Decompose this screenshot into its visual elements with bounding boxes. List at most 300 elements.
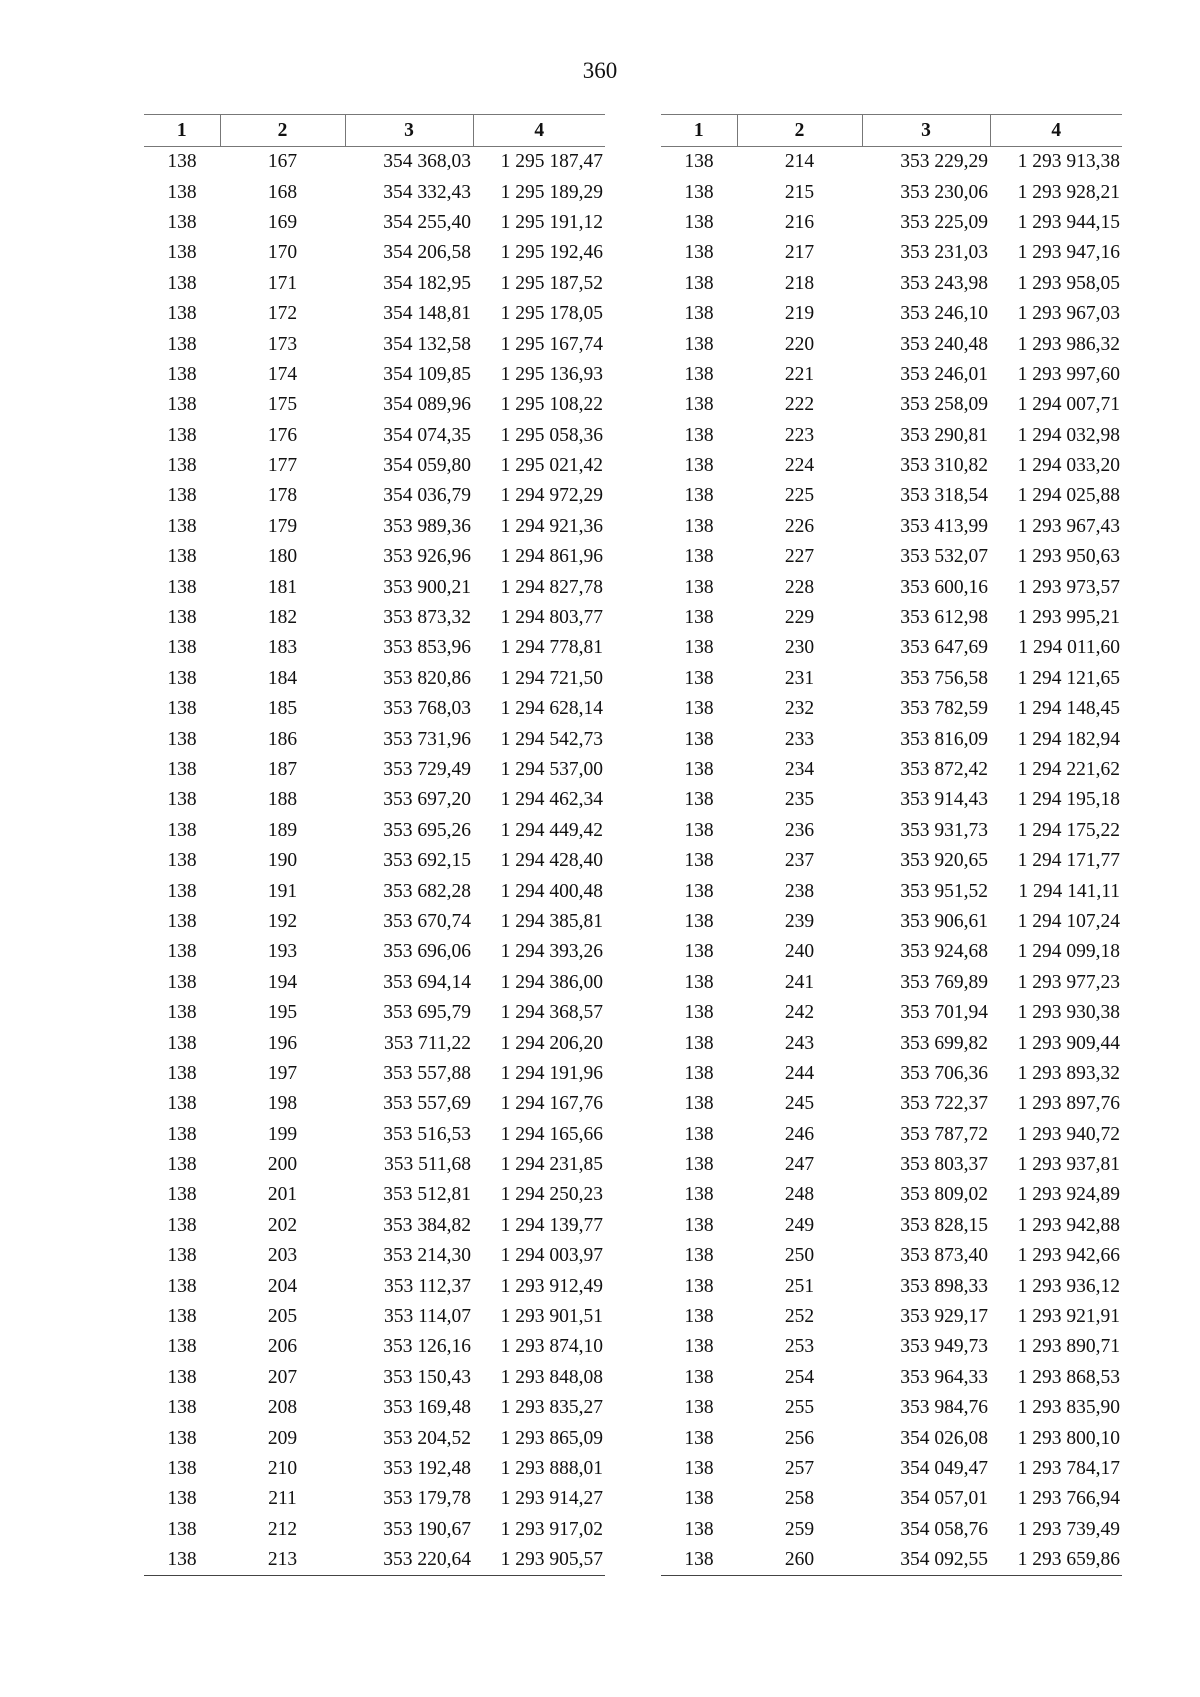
cell-coord-x: 353 150,43 (383, 1366, 471, 1388)
table-row (661, 876, 1122, 906)
cell-coord-y: 1 294 250,23 (500, 1184, 603, 1206)
cell-point-number: 237 (784, 850, 815, 872)
cell-coord-x: 353 310,82 (900, 455, 988, 477)
table-row (661, 1302, 1122, 1332)
cell-point-number: 219 (784, 303, 815, 325)
table-row (144, 1363, 605, 1393)
cell-coord-x: 354 058,76 (900, 1518, 988, 1540)
cell-coord-x: 354 332,43 (383, 181, 471, 203)
cell-point-number: 234 (784, 759, 815, 780)
table-row (144, 876, 605, 906)
cell-group: 138 (167, 546, 197, 568)
table-row (144, 572, 605, 602)
table-row (661, 542, 1122, 572)
cell-coord-x: 354 206,58 (383, 242, 471, 264)
cell-point-number: 184 (267, 667, 298, 689)
cell-coord-y: 1 294 148,45 (1017, 698, 1120, 720)
cell-coord-y: 1 294 003,97 (500, 1245, 603, 1267)
cell-coord-y: 1 295 187,47 (500, 151, 603, 173)
cell-group: 138 (167, 1397, 197, 1419)
table-row (661, 1120, 1122, 1150)
cell-coord-y: 1 293 913,38 (1017, 151, 1120, 173)
cell-point-number: 170 (267, 242, 298, 264)
column-header: 2 (737, 115, 862, 147)
cell-point-number: 177 (267, 455, 298, 477)
cell-point-number: 212 (267, 1518, 298, 1540)
cell-coord-x: 353 511,68 (383, 1154, 471, 1176)
cell-group: 138 (167, 1427, 197, 1449)
cell-group: 138 (684, 941, 714, 963)
cell-group: 138 (684, 546, 714, 568)
cell-coord-x: 353 214,30 (383, 1245, 471, 1267)
cell-group: 138 (167, 1245, 197, 1267)
table-row (661, 299, 1122, 329)
table-row (661, 755, 1122, 785)
cell-coord-x: 353 787,72 (900, 1123, 988, 1145)
cell-coord-x: 353 112,37 (383, 1275, 471, 1297)
cell-group: 138 (167, 1123, 197, 1145)
cell-group: 138 (684, 455, 714, 477)
cell-point-number: 247 (784, 1154, 815, 1176)
cell-coord-y: 1 294 139,77 (500, 1214, 603, 1236)
table-row (661, 1454, 1122, 1484)
cell-group: 138 (167, 1488, 197, 1510)
table-row (661, 664, 1122, 694)
cell-point-number: 220 (784, 333, 815, 355)
cell-coord-y: 1 293 835,90 (1017, 1397, 1120, 1419)
cell-group: 138 (684, 485, 714, 507)
cell-point-number: 173 (267, 333, 298, 355)
cell-coord-y: 1 294 721,50 (500, 667, 603, 689)
cell-coord-x: 353 809,02 (900, 1184, 988, 1206)
cell-coord-x: 353 731,96 (383, 728, 471, 750)
cell-point-number: 176 (267, 424, 298, 446)
cell-point-number: 226 (784, 515, 815, 537)
cell-coord-x: 353 872,42 (900, 759, 988, 780)
cell-group: 138 (167, 1457, 197, 1479)
cell-group: 138 (167, 394, 197, 416)
cell-group: 138 (167, 181, 197, 203)
cell-group: 138 (167, 211, 197, 233)
cell-coord-x: 353 114,07 (383, 1306, 471, 1328)
cell-group: 138 (167, 1306, 197, 1328)
cell-point-number: 183 (267, 637, 298, 659)
table-row (661, 1393, 1122, 1423)
cell-coord-y: 1 294 141,11 (1018, 880, 1120, 902)
cell-coord-x: 354 059,80 (383, 455, 471, 477)
cell-coord-y: 1 293 909,44 (1017, 1032, 1120, 1054)
table-row (144, 1515, 605, 1545)
cell-point-number: 209 (267, 1427, 298, 1449)
table-row (661, 785, 1122, 815)
cell-coord-y: 1 293 739,49 (1017, 1518, 1120, 1540)
cell-point-number: 167 (267, 151, 298, 173)
cell-coord-y: 1 295 192,46 (500, 242, 603, 264)
table-row (661, 724, 1122, 754)
cell-coord-y: 1 293 835,27 (500, 1397, 603, 1419)
cell-point-number: 229 (784, 607, 815, 629)
cell-coord-x: 353 179,78 (383, 1488, 471, 1510)
cell-coord-x: 354 255,40 (383, 211, 471, 233)
cell-group: 138 (167, 272, 197, 294)
cell-coord-y: 1 293 937,81 (1017, 1154, 1120, 1176)
cell-point-number: 246 (784, 1123, 815, 1145)
cell-group: 138 (167, 880, 197, 902)
cell-group: 138 (684, 1397, 714, 1419)
coordinates-table-right (661, 114, 1122, 1576)
cell-point-number: 248 (784, 1184, 815, 1206)
table-row (661, 1180, 1122, 1210)
cell-coord-y: 1 295 167,74 (500, 333, 603, 355)
cell-coord-y: 1 294 007,71 (1017, 394, 1120, 416)
table-row (144, 603, 605, 633)
cell-point-number: 257 (784, 1457, 815, 1479)
cell-coord-y: 1 294 195,18 (1017, 789, 1120, 811)
cell-coord-x: 353 820,86 (383, 667, 471, 689)
table-row (661, 1241, 1122, 1271)
cell-group: 138 (684, 576, 714, 598)
cell-coord-y: 1 294 778,81 (500, 637, 603, 659)
cell-point-number: 181 (267, 576, 298, 598)
cell-group: 138 (684, 1214, 714, 1236)
table-row (144, 1393, 605, 1423)
cell-coord-x: 354 074,35 (383, 424, 471, 446)
cell-group: 138 (684, 637, 714, 659)
cell-coord-y: 1 293 800,10 (1017, 1427, 1120, 1449)
cell-coord-x: 353 722,37 (900, 1093, 988, 1115)
cell-point-number: 233 (784, 728, 815, 750)
cell-coord-y: 1 294 537,00 (500, 759, 603, 780)
cell-coord-x: 353 926,96 (383, 546, 471, 568)
cell-coord-x: 353 697,20 (383, 789, 471, 811)
cell-coord-x: 353 692,15 (383, 850, 471, 872)
cell-coord-y: 1 295 187,52 (500, 272, 603, 294)
cell-coord-x: 353 924,68 (900, 941, 988, 963)
table-row (661, 1363, 1122, 1393)
cell-point-number: 214 (784, 151, 815, 173)
cell-coord-x: 353 828,15 (900, 1214, 988, 1236)
cell-point-number: 222 (784, 394, 815, 416)
cell-coord-x: 354 057,01 (900, 1488, 988, 1510)
cell-coord-x: 353 647,69 (900, 637, 988, 659)
cell-coord-y: 1 294 032,98 (1017, 424, 1120, 446)
cell-coord-x: 353 225,09 (900, 211, 988, 233)
cell-point-number: 187 (267, 759, 298, 780)
table-row (661, 147, 1122, 178)
table-row (661, 360, 1122, 390)
cell-coord-y: 1 294 449,42 (500, 819, 603, 841)
cell-coord-y: 1 293 973,57 (1017, 576, 1120, 598)
cell-coord-x: 353 699,82 (900, 1032, 988, 1054)
cell-coord-y: 1 295 178,05 (500, 303, 603, 325)
cell-group: 138 (684, 1488, 714, 1510)
cell-point-number: 174 (267, 363, 298, 385)
cell-group: 138 (684, 1093, 714, 1115)
cell-coord-y: 1 295 058,36 (500, 424, 603, 446)
cell-group: 138 (684, 515, 714, 537)
cell-coord-y: 1 293 940,72 (1017, 1123, 1120, 1145)
cell-coord-y: 1 294 803,77 (500, 607, 603, 629)
cell-coord-y: 1 293 967,03 (1017, 303, 1120, 325)
cell-coord-x: 353 512,81 (383, 1184, 471, 1206)
cell-group: 138 (684, 789, 714, 811)
cell-coord-y: 1 293 936,12 (1017, 1275, 1120, 1297)
table-header-row (661, 115, 1122, 147)
cell-point-number: 213 (220, 1545, 345, 1576)
cell-group: 138 (684, 242, 714, 264)
cell-point-number: 190 (267, 850, 298, 872)
column-header: 1 (661, 115, 737, 147)
cell-coord-y: 1 293 950,63 (1017, 546, 1120, 568)
cell-coord-x: 353 914,43 (900, 789, 988, 811)
cell-point-number: 253 (784, 1336, 815, 1358)
cell-group: 138 (684, 211, 714, 233)
table-row (144, 785, 605, 815)
cell-coord-x: 353 600,16 (900, 576, 988, 598)
cell-group: 138 (684, 1245, 714, 1267)
cell-point-number: 260 (737, 1545, 862, 1576)
cell-group: 138 (684, 303, 714, 325)
table-row (661, 907, 1122, 937)
table-row (661, 1484, 1122, 1514)
cell-point-number: 239 (784, 910, 815, 932)
table-row (661, 1332, 1122, 1362)
cell-point-number: 168 (267, 181, 298, 203)
cell-coord-y: 1 293 977,23 (1017, 971, 1120, 993)
cell-coord-y: 1 294 025,88 (1017, 485, 1120, 507)
cell-coord-y: 1 293 942,88 (1017, 1214, 1120, 1236)
table-row (144, 907, 605, 937)
cell-coord-y: 1 293 865,09 (500, 1427, 603, 1449)
table-row (144, 1089, 605, 1119)
table-row (661, 1515, 1122, 1545)
table-row (661, 968, 1122, 998)
cell-coord-y: 1 294 827,78 (500, 576, 603, 598)
cell-coord-x: 354 036,79 (383, 485, 471, 507)
cell-group: 138 (684, 728, 714, 750)
cell-point-number: 191 (267, 880, 298, 902)
cell-coord-x: 353 782,59 (900, 698, 988, 720)
cell-point-number: 255 (784, 1397, 815, 1419)
cell-group: 138 (684, 181, 714, 203)
table-row (144, 1454, 605, 1484)
cell-coord-x: 354 026,08 (900, 1427, 988, 1449)
cell-group: 138 (167, 789, 197, 811)
cell-coord-x: 353 413,99 (900, 515, 988, 537)
cell-coord-y: 1 294 921,36 (500, 515, 603, 537)
table-row (661, 846, 1122, 876)
cell-coord-x: 353 984,76 (900, 1397, 988, 1419)
column-header: 4 (990, 115, 1122, 147)
cell-point-number: 205 (267, 1306, 298, 1328)
cell-point-number: 206 (267, 1336, 298, 1358)
cell-group: 138 (167, 515, 197, 537)
cell-coord-x: 353 900,21 (383, 576, 471, 598)
table-row (144, 1150, 605, 1180)
cell-coord-x: 353 246,01 (900, 363, 988, 385)
table-row (144, 755, 605, 785)
cell-coord-y: 1 295 108,22 (500, 394, 603, 416)
cell-group: 138 (684, 1518, 714, 1540)
cell-group: 138 (167, 667, 197, 689)
cell-coord-x: 353 229,29 (900, 151, 988, 173)
cell-point-number: 179 (267, 515, 298, 537)
cell-coord-x: 353 964,33 (900, 1366, 988, 1388)
cell-coord-y: 1 293 659,86 (990, 1545, 1122, 1576)
cell-group: 138 (684, 850, 714, 872)
cell-group: 138 (684, 1184, 714, 1206)
table-row (661, 1271, 1122, 1301)
cell-point-number: 240 (784, 941, 815, 963)
cell-group: 138 (684, 1032, 714, 1054)
cell-point-number: 243 (784, 1032, 815, 1054)
cell-group: 138 (684, 151, 714, 173)
cell-coord-x: 353 931,73 (900, 819, 988, 841)
cell-coord-y: 1 293 874,10 (500, 1336, 603, 1358)
cell-coord-y: 1 293 893,32 (1017, 1062, 1120, 1084)
cell-point-number: 196 (267, 1032, 298, 1054)
cell-coord-x: 353 695,26 (383, 819, 471, 841)
table-row (144, 1423, 605, 1453)
cell-coord-x: 353 873,40 (900, 1245, 988, 1267)
cell-coord-y: 1 293 924,89 (1017, 1184, 1120, 1206)
cell-group: 138 (167, 1093, 197, 1115)
cell-coord-x: 353 126,16 (383, 1336, 471, 1358)
cell-point-number: 172 (267, 303, 298, 325)
cell-coord-y: 1 294 972,29 (500, 485, 603, 507)
cell-group: 138 (684, 1123, 714, 1145)
cell-point-number: 175 (267, 394, 298, 416)
table-row (144, 177, 605, 207)
cell-coord-x: 353 384,82 (383, 1214, 471, 1236)
cell-coord-y: 1 293 995,21 (1017, 607, 1120, 629)
table-row (144, 664, 605, 694)
cell-group: 138 (684, 1336, 714, 1358)
cell-coord-y: 1 295 191,12 (500, 211, 603, 233)
cell-point-number: 216 (784, 211, 815, 233)
column-header: 3 (862, 115, 990, 147)
table-row (661, 269, 1122, 299)
cell-group: 138 (684, 759, 714, 780)
cell-point-number: 249 (784, 1214, 815, 1236)
cell-coord-x: 354 109,85 (383, 363, 471, 385)
cell-coord-y: 1 294 221,62 (1017, 759, 1120, 780)
cell-point-number: 224 (784, 455, 815, 477)
cell-coord-x: 353 929,17 (900, 1306, 988, 1328)
cell-coord-x: 353 768,03 (383, 698, 471, 720)
cell-point-number: 185 (267, 698, 298, 720)
cell-group: 138 (167, 819, 197, 841)
cell-group: 138 (167, 455, 197, 477)
cell-coord-y: 1 293 766,94 (1017, 1488, 1120, 1510)
table-row (144, 1484, 605, 1514)
cell-coord-x: 353 192,48 (383, 1457, 471, 1479)
cell-coord-y: 1 293 784,17 (1017, 1457, 1120, 1479)
cell-point-number: 225 (784, 485, 815, 507)
table-row (661, 816, 1122, 846)
cell-group: 138 (684, 333, 714, 355)
cell-point-number: 244 (784, 1062, 815, 1084)
cell-group: 138 (167, 759, 197, 780)
cell-group: 138 (684, 272, 714, 294)
cell-point-number: 228 (784, 576, 815, 598)
cell-group: 138 (684, 1002, 714, 1024)
table-row (661, 390, 1122, 420)
table-row (144, 542, 605, 572)
cell-point-number: 256 (784, 1427, 815, 1449)
cell-group: 138 (661, 1545, 737, 1576)
cell-point-number: 171 (267, 272, 298, 294)
cell-group: 138 (167, 850, 197, 872)
cell-coord-y: 1 293 947,16 (1017, 242, 1120, 264)
cell-coord-y: 1 293 986,32 (1017, 333, 1120, 355)
cell-coord-x: 354 092,55 (862, 1545, 990, 1576)
cell-group: 138 (167, 728, 197, 750)
cell-coord-x: 353 557,69 (383, 1093, 471, 1115)
cell-point-number: 207 (267, 1366, 298, 1388)
table-row (144, 238, 605, 268)
cell-group: 138 (684, 1427, 714, 1449)
cell-coord-y: 1 293 848,08 (500, 1366, 603, 1388)
table-row (661, 937, 1122, 967)
cell-coord-x: 354 089,96 (383, 394, 471, 416)
table-row (144, 816, 605, 846)
table-body-left (144, 147, 605, 1576)
table-row (661, 451, 1122, 481)
cell-coord-x: 353 516,53 (383, 1123, 471, 1145)
table-row (661, 1059, 1122, 1089)
table-row (661, 1028, 1122, 1058)
cell-coord-y: 1 295 021,42 (500, 455, 603, 477)
cell-point-number: 182 (267, 607, 298, 629)
cell-group: 138 (684, 394, 714, 416)
table-row (144, 329, 605, 359)
table-row (661, 603, 1122, 633)
cell-group: 138 (167, 1518, 197, 1540)
table-row (144, 1302, 605, 1332)
cell-group: 138 (684, 1306, 714, 1328)
table-row (144, 1059, 605, 1089)
cell-group: 138 (684, 1366, 714, 1388)
cell-point-number: 203 (267, 1245, 298, 1267)
cell-coord-y: 1 295 136,93 (500, 363, 603, 385)
cell-point-number: 193 (267, 941, 298, 963)
cell-coord-y: 1 294 428,40 (500, 850, 603, 872)
cell-coord-x: 353 318,54 (900, 485, 988, 507)
cell-group: 138 (167, 333, 197, 355)
cell-coord-x: 353 729,49 (383, 759, 471, 780)
table-row (144, 360, 605, 390)
cell-point-number: 204 (267, 1275, 298, 1297)
cell-group: 138 (684, 880, 714, 902)
table-row (144, 1271, 605, 1301)
column-header: 1 (144, 115, 220, 147)
cell-coord-y: 1 294 206,20 (500, 1032, 603, 1054)
table-row (144, 481, 605, 511)
cell-coord-y: 1 294 386,00 (500, 971, 603, 993)
cell-coord-x: 353 989,36 (383, 515, 471, 537)
cell-point-number: 217 (784, 242, 815, 264)
cell-group: 138 (684, 1062, 714, 1084)
cell-coord-y: 1 294 165,66 (500, 1123, 603, 1145)
column-header: 2 (220, 115, 345, 147)
cell-group: 138 (684, 698, 714, 720)
cell-coord-x: 353 756,58 (900, 667, 988, 689)
table-row (661, 1211, 1122, 1241)
cell-coord-x: 354 049,47 (900, 1457, 988, 1479)
cell-group: 138 (684, 667, 714, 689)
table-row (661, 1545, 1122, 1576)
